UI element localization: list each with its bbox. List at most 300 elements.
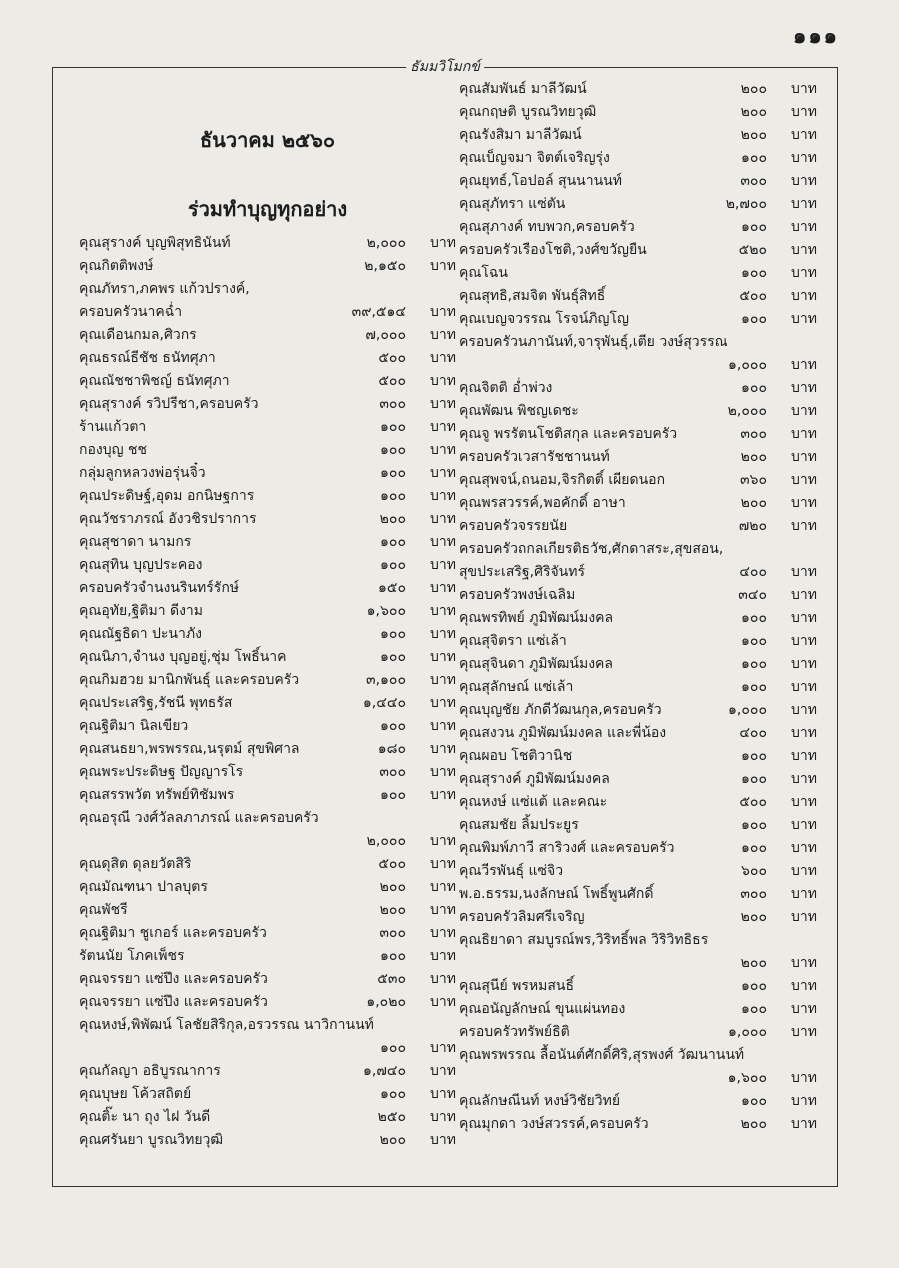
donation-amount: ๒๐๐ (740, 909, 767, 925)
currency-unit: บาท (430, 764, 456, 780)
donor-name: คุณพิมพ์ภาวี สาริวงศ์ และครอบครัว (459, 840, 675, 856)
right-donor-list (459, 78, 817, 1136)
donation-amount: ๓๐๐ (740, 886, 767, 902)
currency-unit: บาท (430, 580, 456, 596)
donor-name: คุณพระประดิษฐ ปัญญารโร (79, 764, 244, 780)
donation-amount: ๑๐๐ (380, 626, 406, 642)
donor-row (459, 975, 817, 998)
currency-unit: บาท (791, 955, 817, 971)
donation-amount: ๗,๐๐๐ (365, 327, 406, 343)
donor-name: ครอบครัวจรรยนัย (459, 518, 568, 534)
donor-name: คุณมัณฑนา ปาลบุตร (79, 879, 208, 895)
donor-row (79, 968, 456, 991)
currency-unit: บาท (791, 1093, 817, 1109)
donor-row (459, 860, 817, 883)
donor-name: คุณหงษ์,พิพัฒน์ โลชัยสิริกุล,อรวรรณ นาวิกานนท์ (79, 1017, 374, 1033)
donation-amount: ๗๒๐ (738, 518, 767, 534)
currency-unit: บาท (791, 518, 817, 534)
donation-amount: ๓๐๐ (740, 426, 767, 442)
donor-name: คุณวีรพันธุ์ แซ่จิว (459, 863, 564, 879)
donor-row (459, 400, 817, 423)
currency-unit: บาท (791, 265, 817, 281)
donor-name: คุณติ๊ะ นา ถุง ไฝ วันดี (79, 1109, 211, 1125)
donor-row (459, 791, 817, 814)
donor-row (79, 1060, 456, 1083)
donation-amount: ๑,๖๐๐ (366, 603, 406, 619)
currency-unit: บาท (430, 1109, 456, 1125)
donor-row (79, 991, 456, 1014)
donor-name: คุณฐิติมา นิลเขียว (79, 718, 189, 734)
donation-amount: ๕๒๐ (738, 242, 767, 258)
currency-unit: บาท (791, 633, 817, 649)
currency-unit: บาท (791, 380, 817, 396)
currency-unit: บาท (791, 403, 817, 419)
donor-row (79, 324, 456, 347)
donation-amount: ๑๐๐ (741, 748, 767, 764)
currency-unit: บาท (430, 856, 456, 872)
donor-name: คุณบุญชัย ภักดีวัฒนกุล,ครอบครัว (459, 702, 662, 718)
currency-unit: บาท (791, 357, 817, 373)
currency-unit: บาท (430, 787, 456, 803)
donor-name: คุณบุษย โค้วสถิตย์ (79, 1086, 192, 1102)
donor-name: สุขประเสริฐ,ศิริจันทร์ (459, 564, 585, 580)
donor-name: ครอบครัวลิมศรีเจริญ (459, 909, 585, 925)
donor-row (79, 876, 456, 899)
donor-row (459, 676, 817, 699)
donor-row (79, 301, 456, 324)
donor-name: คุณรังสิมา มาลีวัฒน์ (459, 127, 582, 143)
donor-row (459, 584, 817, 607)
donation-amount: ๑,๐๐๐ (728, 357, 767, 373)
currency-unit: บาท (791, 909, 817, 925)
donation-amount: ๒๐๐ (740, 495, 767, 511)
donation-amount: ๕๓๐ (377, 971, 406, 987)
currency-unit: บาท (791, 196, 817, 212)
donor-row (459, 768, 817, 791)
currency-unit: บาท (791, 426, 817, 442)
donor-row (79, 853, 456, 876)
donor-name: คุณจิตติ อ่ำพ่วง (459, 380, 553, 396)
donation-amount: ๑๘๐ (377, 741, 406, 757)
donation-amount: ๑,๗๔๐ (362, 1063, 406, 1079)
donation-amount: ๕๐๐ (378, 350, 406, 366)
donation-amount: ๑๐๐ (741, 679, 767, 695)
currency-unit: บาท (430, 626, 456, 642)
currency-unit: บาท (791, 1001, 817, 1017)
currency-unit: บาท (430, 488, 456, 504)
donor-row (79, 232, 456, 255)
donation-amount: ๒๕๐ (377, 1109, 406, 1125)
currency-unit: บาท (430, 971, 456, 987)
currency-unit: บาท (430, 534, 456, 550)
donor-name: คุณกิมฮวย มานิกพันธุ์ และครอบครัว (79, 672, 300, 688)
donor-row (459, 308, 817, 331)
donor-row (79, 347, 456, 370)
donation-amount: ๒๐๐ (740, 1116, 767, 1132)
donation-amount: ๒,๐๐๐ (727, 403, 767, 419)
currency-unit: บาท (791, 104, 817, 120)
donor-row (459, 1067, 817, 1090)
currency-unit: บาท (430, 258, 456, 274)
donor-row (459, 745, 817, 768)
donation-amount: ๒,๐๐๐ (366, 235, 406, 251)
donation-amount: ๓๔๐ (738, 587, 767, 603)
donation-amount: ๒,๑๕๐ (364, 258, 406, 274)
donation-amount: ๒๐๐ (379, 1132, 406, 1148)
donor-name: คุณนิภา,จำนง บุญอยู่,ชุ่ม โพธิ์นาค (79, 649, 287, 665)
currency-unit: บาท (791, 587, 817, 603)
donor-row (79, 784, 456, 807)
donor-name: คุณภัทรา,ภคพร แก้วปรางค์, (79, 281, 250, 297)
donor-name: ครอบครัวเวสารัชชานนท์ (459, 449, 610, 465)
currency-unit: บาท (430, 396, 456, 412)
donor-row (459, 998, 817, 1021)
currency-unit: บาท (430, 603, 456, 619)
donor-name: คุณสุจิตรา แซ่เล้า (459, 633, 567, 649)
donor-name: คุณสุพจน์,ถนอม,จิรกิตติ์ เผียดนอก (459, 472, 666, 488)
donor-row (459, 239, 817, 262)
currency-unit: บาท (791, 242, 817, 258)
donation-amount: ๑๐๐ (741, 978, 767, 994)
currency-unit: บาท (791, 288, 817, 304)
donation-amount: ๑๐๐ (380, 488, 406, 504)
donor-row (79, 577, 456, 600)
donor-name: คุณพัฒน พิชญเดชะ (459, 403, 579, 419)
currency-unit: บาท (791, 978, 817, 994)
currency-unit: บาท (791, 564, 817, 580)
donation-amount: ๓๖๐ (739, 472, 767, 488)
donor-row (459, 906, 817, 929)
donor-name: คุณประดิษฐ์,อุดม อกนิษฐการ (79, 488, 255, 504)
currency-unit: บาท (430, 465, 456, 481)
currency-unit: บาท (430, 649, 456, 665)
donation-amount: ๑,๔๔๐ (362, 695, 406, 711)
donor-row (459, 492, 817, 515)
donor-row (459, 193, 817, 216)
category-heading: ร่วมทำบุญทุกอย่าง (187, 197, 348, 221)
currency-unit: บาท (791, 748, 817, 764)
donor-name: คุณพรทิพย์ ภูมิพัฒน์มงคล (459, 610, 614, 626)
donor-row (459, 883, 817, 906)
donor-row (459, 653, 817, 676)
donation-amount: ๑๐๐ (741, 265, 767, 281)
donor-row (79, 600, 456, 623)
donor-name: คุณณัฐธิดา ปะนาภัง (79, 626, 202, 642)
donor-name: คุณอุทัย,ฐิติมา ดีงาม (79, 603, 204, 619)
donor-name: คุณสุทธิ,สมจิต พันธุ์สิทธิ์ (459, 288, 606, 304)
donor-name: คุณสนธยา,พรพรรณ,นรุตม์ สุขพิศาล (79, 741, 300, 757)
donor-row (79, 830, 456, 853)
donation-amount: ๒๐๐ (379, 879, 406, 895)
donation-amount: ๑๐๐ (741, 771, 767, 787)
donor-name: คุณเบ็ญจมา จิตต์เจริญรุ่ง (459, 150, 610, 166)
donor-name: คุณสุชาดา นามกร (79, 534, 192, 550)
donation-amount: ๑๐๐ (741, 840, 767, 856)
donor-name: พ.อ.ธรรม,นงลักษณ์ โพธิ์พูนศักดิ์ (459, 886, 654, 902)
donor-row (79, 1014, 456, 1037)
donor-row (459, 607, 817, 630)
donor-name: คุณอรุณี วงศ์วัลลภาภรณ์ และครอบครัว (79, 810, 319, 826)
donor-name: คุณสรรพวัต ทรัพย์ทิชัมพร (79, 787, 235, 803)
currency-unit: บาท (791, 311, 817, 327)
donor-row (459, 722, 817, 745)
currency-unit: บาท (791, 1070, 817, 1086)
currency-unit: บาท (791, 173, 817, 189)
currency-unit: บาท (791, 1024, 817, 1040)
month-heading: ธันวาคม ๒๕๖๐ (199, 128, 336, 152)
currency-unit: บาท (791, 127, 817, 143)
donor-row (79, 1037, 456, 1060)
donor-name: คุณพรพรรณ ลื้อนันต์ศักดิ์ศิริ,สุรพงศ์ วัฒนานนท์ (459, 1047, 745, 1063)
currency-unit: บาท (430, 511, 456, 527)
donor-row (459, 216, 817, 239)
donation-amount: ๓๐๐ (740, 173, 767, 189)
currency-unit: บาท (791, 1116, 817, 1132)
currency-unit: บาท (791, 725, 817, 741)
donor-name: คุณกิตติพงษ์ (79, 258, 154, 274)
donation-amount: ๔๐๐ (739, 725, 767, 741)
donor-name: คุณณัชชาพิชญ์ ธนัทศุภา (79, 373, 230, 389)
left-column (79, 78, 456, 1152)
donation-amount: ๓๙,๕๑๔ (351, 304, 406, 320)
donation-amount: ๑,๐๐๐ (728, 1024, 767, 1040)
donation-amount: ๑๐๐ (741, 219, 767, 235)
donor-name: ครอบครัวนภานันท์,จารุพันธุ์,เตีย วงษ์สุวรรณ (459, 334, 728, 350)
donor-name: คุณวัชราภรณ์ อังวชิรปราการ (79, 511, 257, 527)
donor-row (79, 1083, 456, 1106)
donor-row (79, 393, 456, 416)
currency-unit: บาท (430, 1063, 456, 1079)
content-frame (52, 59, 838, 1187)
donor-row (459, 1044, 817, 1067)
currency-unit: บาท (791, 610, 817, 626)
donation-amount: ๑,๐๐๐ (728, 702, 767, 718)
donor-name: คุณกฤษติ บูรณวิทยวุฒิ (459, 104, 597, 120)
donation-amount: ๑๐๐ (741, 380, 767, 396)
donor-row (459, 538, 817, 561)
donor-name: คุณอนัญลักษณ์ ขุนแผ่นทอง (459, 1001, 626, 1017)
donor-name: ครอบครัวทรัพย์ธิติ (459, 1024, 570, 1040)
currency-unit: บาท (791, 449, 817, 465)
donor-name: ครอบครัวถกลเกียรติธวัช,ศักดาสระ,สุขสอน, (459, 541, 724, 557)
currency-unit: บาท (791, 150, 817, 166)
currency-unit: บาท (791, 679, 817, 695)
donor-name: คุณจรรยา แซ่ปึง และครอบครัว (79, 971, 268, 987)
donation-amount: ๑,๖๐๐ (727, 1070, 767, 1086)
donation-amount: ๑๐๐ (741, 150, 767, 166)
donor-row (79, 692, 456, 715)
donation-amount: ๑๐๐ (380, 557, 406, 573)
currency-unit: บาท (430, 833, 456, 849)
currency-unit: บาท (430, 672, 456, 688)
donor-row (79, 669, 456, 692)
currency-unit: บาท (430, 879, 456, 895)
donor-name: คุณเบญจวรรณ โรจน์ภิญโญ (459, 311, 629, 327)
currency-unit: บาท (430, 304, 456, 320)
donor-name: คุณจู พรรัตนโชติสกุล และครอบครัว (459, 426, 678, 442)
donor-name: คุณสงวน ภูมิพัฒน์มงคล และพี่น้อง (459, 725, 667, 741)
donor-row (79, 738, 456, 761)
currency-unit: บาท (430, 350, 456, 366)
currency-unit: บาท (430, 994, 456, 1010)
donor-row (79, 1106, 456, 1129)
donor-name: คุณประเสริฐ,รัชนี พุทธรัส (79, 695, 233, 711)
donation-amount: ๑๐๐ (380, 718, 406, 734)
donor-row (459, 101, 817, 124)
donor-row (79, 715, 456, 738)
currency-unit: บาท (791, 794, 817, 810)
donor-row (459, 929, 817, 952)
donor-name: คุณจรรยา แซ่ปึง และครอบครัว (79, 994, 268, 1010)
donor-name: คุณสุรางค์ ภูมิพัฒน์มงคล (459, 771, 610, 787)
donation-amount: ๒๐๐ (740, 81, 767, 97)
donor-name: กลุ่มลูกหลวงพ่อรุ่นจิ๋ว (79, 465, 206, 481)
donor-row (79, 922, 456, 945)
currency-unit: บาท (430, 1040, 456, 1056)
donation-amount: ๑๐๐ (741, 1001, 767, 1017)
currency-unit: บาท (791, 771, 817, 787)
donor-name: คุณสมชัย ลิ้มประยูร (459, 817, 579, 833)
donor-row (79, 462, 456, 485)
donation-amount: ๑๕๐ (377, 580, 406, 596)
journal-title: ธัมมวิโมกข์ (406, 56, 484, 78)
currency-unit: บาท (791, 472, 817, 488)
donation-amount: ๑๐๐ (741, 633, 767, 649)
donation-amount: ๒๐๐ (740, 955, 767, 971)
donor-row (459, 952, 817, 975)
donation-amount: ๒๐๐ (379, 902, 406, 918)
donor-row (459, 124, 817, 147)
donor-name: คุณฐิติมา ชูเกอร์ และครอบครัว (79, 925, 267, 941)
donation-amount: ๒,๐๐๐ (366, 833, 406, 849)
currency-unit: บาท (791, 219, 817, 235)
currency-unit: บาท (791, 863, 817, 879)
currency-unit: บาท (430, 557, 456, 573)
donor-row (459, 814, 817, 837)
donor-row (79, 899, 456, 922)
currency-unit: บาท (791, 840, 817, 856)
donor-row (459, 699, 817, 722)
donor-row (459, 1021, 817, 1044)
donor-name: คุณศรันยา บูรณวิทยวุฒิ (79, 1132, 224, 1148)
currency-unit: บาท (430, 1132, 456, 1148)
left-donor-list (79, 232, 456, 1152)
donation-amount: ๕๐๐ (739, 794, 767, 810)
donor-row (459, 469, 817, 492)
donor-name: คุณยุทธ์,โอปอล์ สุนนานนท์ (459, 173, 622, 189)
currency-unit: บาท (430, 373, 456, 389)
donor-row (459, 285, 817, 308)
donor-name: คุณธรณ์ธีชัช ธนัทศุภา (79, 350, 216, 366)
donation-amount: ๕๐๐ (739, 288, 767, 304)
donor-row (459, 331, 817, 354)
donor-name: คุณสัมพันธ์ มาลีวัฒน์ (459, 81, 587, 97)
donor-name: คุณดุสิต ดุลยวัตสิริ (79, 856, 192, 872)
currency-unit: บาท (791, 886, 817, 902)
donor-row (79, 508, 456, 531)
donor-name: ครอบครัวเรืองโชติ,วงศ์ขวัญยืน (459, 242, 647, 258)
donor-name: คุณสุภัทรา แซ่ตัน (459, 196, 566, 212)
donation-amount: ๑๐๐ (380, 442, 406, 458)
donor-row (459, 423, 817, 446)
donor-name: คุณกัลญา อธิบูรณาการ (79, 1063, 221, 1079)
donor-row (79, 623, 456, 646)
donor-row (459, 147, 817, 170)
currency-unit: บาท (791, 81, 817, 97)
donation-amount: ๑๐๐ (380, 948, 406, 964)
donation-amount: ๓๐๐ (379, 764, 406, 780)
currency-unit: บาท (430, 419, 456, 435)
donor-name: คุณผอบ โชติวานิช (459, 748, 573, 764)
donor-name: ครอบครัวจำนงนรินทร์รักษ์ (79, 580, 240, 596)
donor-name: คุณพัชรี (79, 902, 128, 918)
currency-unit: บาท (430, 327, 456, 343)
donor-row (459, 354, 817, 377)
donation-amount: ๑๐๐ (741, 656, 767, 672)
donor-name: คุณหงษ์ แซ่แต้ และคณะ (459, 794, 608, 810)
donation-amount: ๓๐๐ (379, 925, 406, 941)
donor-row (79, 807, 456, 830)
donor-name: คุณธิยาดา สมบูรณ์พร,วิริทธิ์พล วิริวิทธิธร (459, 932, 709, 948)
donor-row (79, 439, 456, 462)
donor-row (459, 561, 817, 584)
currency-unit: บาท (430, 741, 456, 757)
donation-amount: ๑๐๐ (380, 649, 406, 665)
donor-row (79, 554, 456, 577)
donation-amount: ๑๐๐ (380, 1086, 406, 1102)
donor-name: คุณโฉน (459, 265, 508, 281)
donation-amount: ๑๐๐ (380, 465, 406, 481)
donor-name: คุณมุกดา วงษ์สวรรค์,ครอบครัว (459, 1116, 649, 1132)
donor-row (459, 170, 817, 193)
donor-name: ครอบครัวพงษ์เฉลิม (459, 587, 576, 603)
donor-row (79, 761, 456, 784)
donor-name: กองบุญ ชช (79, 442, 147, 458)
donation-amount: ๑๐๐ (380, 534, 406, 550)
donation-amount: ๕๐๐ (378, 856, 406, 872)
currency-unit: บาท (430, 235, 456, 251)
donation-amount: ๕๐๐ (378, 373, 406, 389)
currency-unit: บาท (791, 495, 817, 511)
donor-row (459, 1113, 817, 1136)
donor-row (79, 485, 456, 508)
donor-row (79, 1129, 456, 1152)
currency-unit: บาท (791, 817, 817, 833)
donor-row (459, 262, 817, 285)
donation-amount: ๑๐๐ (380, 787, 406, 803)
donor-row (79, 945, 456, 968)
currency-unit: บาท (791, 702, 817, 718)
donation-amount: ๑,๐๒๐ (366, 994, 406, 1010)
currency-unit: บาท (430, 718, 456, 734)
donor-name: คุณสุนีย์ พรหมสนธิ์ (459, 978, 574, 994)
donation-amount: ๑๐๐ (741, 1093, 767, 1109)
page-number: ๑๑๑ (793, 23, 839, 48)
donor-name: คุณเดือนกมล,ศิวกร (79, 327, 197, 343)
donor-row (79, 370, 456, 393)
donation-amount: ๑๐๐ (380, 1040, 406, 1056)
donor-name: คุณสุภางค์ ทบพวก,ครอบครัว (459, 219, 635, 235)
donation-amount: ๒๐๐ (379, 511, 406, 527)
donor-row (79, 278, 456, 301)
donor-name: คุณสุรางค์ บุญพิสุทธินันท์ (79, 235, 231, 251)
donation-amount: ๑๐๐ (380, 419, 406, 435)
donor-name: คุณสุลักษณ์ แซ่เล้า (459, 679, 574, 695)
donor-row (459, 78, 817, 101)
donor-name: คุณสุทิน บุญประคอง (79, 557, 203, 573)
donation-amount: ๓๐๐ (379, 396, 406, 412)
donation-amount: ๑๐๐ (741, 817, 767, 833)
